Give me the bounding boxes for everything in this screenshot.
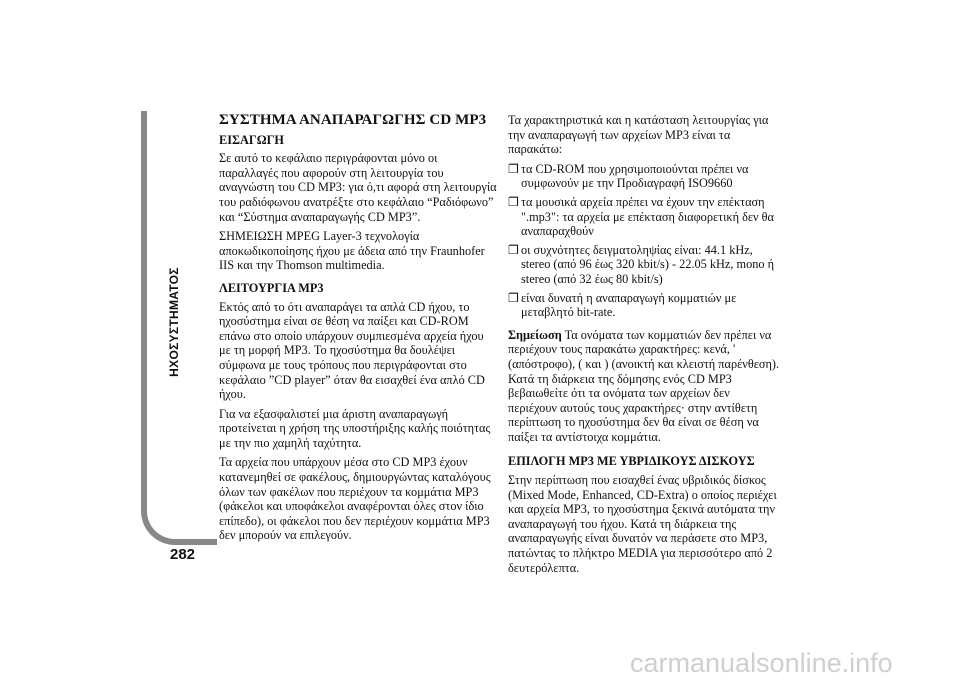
list-item xyxy=(508,291,780,320)
features-intro: Τα χαρακτηριστικά και η κατάσταση λειτουργίας για την αναπαραγωγή των αρχείων MP3 είναι τα παρακάτω: xyxy=(508,113,769,157)
list-item-text: είναι δυνατή η αναπαραγωγή κομματιών με μεταβλητό bit-rate. xyxy=(521,290,737,320)
list-item xyxy=(508,162,780,191)
list-item-text: οι συχνότητες δειγματοληψίας είναι: 44.1 kHz, stereo (από 96 έως 320 kbit/s) - 22.05 kHz, mono ή stereo (από 32 έως 80 kbit/s) xyxy=(521,242,775,286)
intro-heading: ΕΙΣΑΓΩΓΗ xyxy=(219,132,284,147)
hybrid-paragraph: Στην περίπτωση που εισαχθεί ένας υβριδικός δίσκος (Mixed Mode, Enhanced, CD-Extra) ο οποίος περιέχει και αρχεία MP3, το ηχοσύστημα ξεκινά αυτόματα την αναπαραγωγή του ήχου. Κατά τη διάρκεια της αναπαραγωγής είναι δυνατόν να περάσετε στο MP3, πατώντας το πλήκτρο MEDIA για περισσότερο από 2 δευτερόλεπτα. xyxy=(508,473,777,575)
page-number: 282 xyxy=(170,546,196,563)
list-item xyxy=(508,195,780,239)
note-paragraph xyxy=(508,328,780,445)
function-heading: ΛΕΙΤΟΥΡΓΙΑ MP3 xyxy=(219,280,324,295)
checkbox-bullet-icon: ❒ xyxy=(508,194,519,209)
intro-paragraph-1: Σε αυτό το κεφάλαιο περιγράφονται μόνο οι παραλλαγές που αφορούν στη λειτουργία του αναγνώστη του CD MP3: για ό,τι αφορά στη λειτουργία του ραδιόφωνου ανατρέξτε στο κεφάλαιο “Ραδιόφωνο” και “Σύστημα αναπαραγωγής CD MP3”. xyxy=(219,151,497,224)
page-title: ΣΥΣΤΗΜΑ ΑΝΑΠΑΡΑΓΩΓΗΣ CD MP3 xyxy=(219,112,487,128)
list-item-text: τα μουσικά αρχεία πρέπει να έχουν την επέκταση ".mp3": τα αρχεία με επέκταση διαφορετική δεν θα αναπαραχθούν xyxy=(521,194,774,239)
function-paragraph-2: Για να εξασφαλιστεί μια άριστη αναπαραγωγή προτείνεται η χρήση της υποστήριξης καλής ποιότητας με την πιο χαμηλή ταχύτητα. xyxy=(219,406,491,450)
section-sidebar-label: ΗΧΟΣΥΣΤΗΜΑΤΟΣ xyxy=(167,267,181,377)
watermark: carmanualsonline.info xyxy=(630,648,893,678)
intro-paragraph-2: ΣΗΜΕΙΩΣΗ MPEG Layer-3 τεχνολογία αποκωδικοποίησης ήχου με άδεια από την Fraunhofer IIS και την Thomson multimedia. xyxy=(219,229,485,273)
note-text: Τα ονόματα των κομματιών δεν πρέπει να περιέχουν τους παρακάτω χαρακτήρες: κενά, ' (απόστροφο), ( και ) (ανοικτή και κλειστή παρένθεση). Κατά τη διάρκεια της δόμησης ενός CD MP3 βεβαιωθείτε ότι τα ονόματα των αρχείων δεν περιέχουν αυτούς τους χαρακτήρες· στην αντίθετη περίπτωση το ηχοσύστημα δεν θα είναι σε θέση να παίξει τα αντίστοιχα κομμάτια. xyxy=(508,327,780,444)
function-paragraph-1: Εκτός από το ότι αναπαράγει τα απλά CD ήχου, το ηχοσύστημα είναι σε θέση να παίξει και CD-ROM επάνω στο οποίο υπάρχουν συμπιεσμένα αρχεία ήχου με τη μορφή MP3. Το ηχοσύστημα θα δουλέψει σύμφωνα με τους τρόπους που περιγράφονται στο κεφάλαιο ”CD player” όταν θα εισαχθεί ένα απλό CD ήχου. xyxy=(219,299,485,402)
list-item xyxy=(508,243,780,287)
hybrid-heading: ΕΠΙΛΟΓΗ MP3 ΜΕ ΥΒΡΙΔΙΚΟΥΣ ΔΙΣΚΟΥΣ xyxy=(508,454,755,469)
function-paragraph-3: Τα αρχεία που υπάρχουν μέσα στο CD MP3 έχουν κατανεμηθεί σε φακέλους, δημιουργώντας καταλόγους όλων των φακέλων που περιέχουν τα κομμάτια MP3 (φάκελοι και υποφάκελοι αναφέρονται όλες στον ίδιο επίπεδο), οι φάκελοι που δεν περιέχουν κομμάτια MP3 δεν μπορούν να επιλεγούν. xyxy=(219,455,491,543)
checkbox-bullet-icon: ❒ xyxy=(508,290,519,305)
list-item-text: τα CD-ROM που χρησιμοποιούνται πρέπει να συμφωνούν με την Προδιαγραφή ISO9660 xyxy=(521,161,749,191)
left-column xyxy=(219,113,497,548)
right-column xyxy=(508,113,780,580)
note-label: Σημείωση xyxy=(508,327,562,342)
checkbox-bullet-icon: ❒ xyxy=(508,161,519,176)
checkbox-bullet-icon: ❒ xyxy=(508,242,519,257)
